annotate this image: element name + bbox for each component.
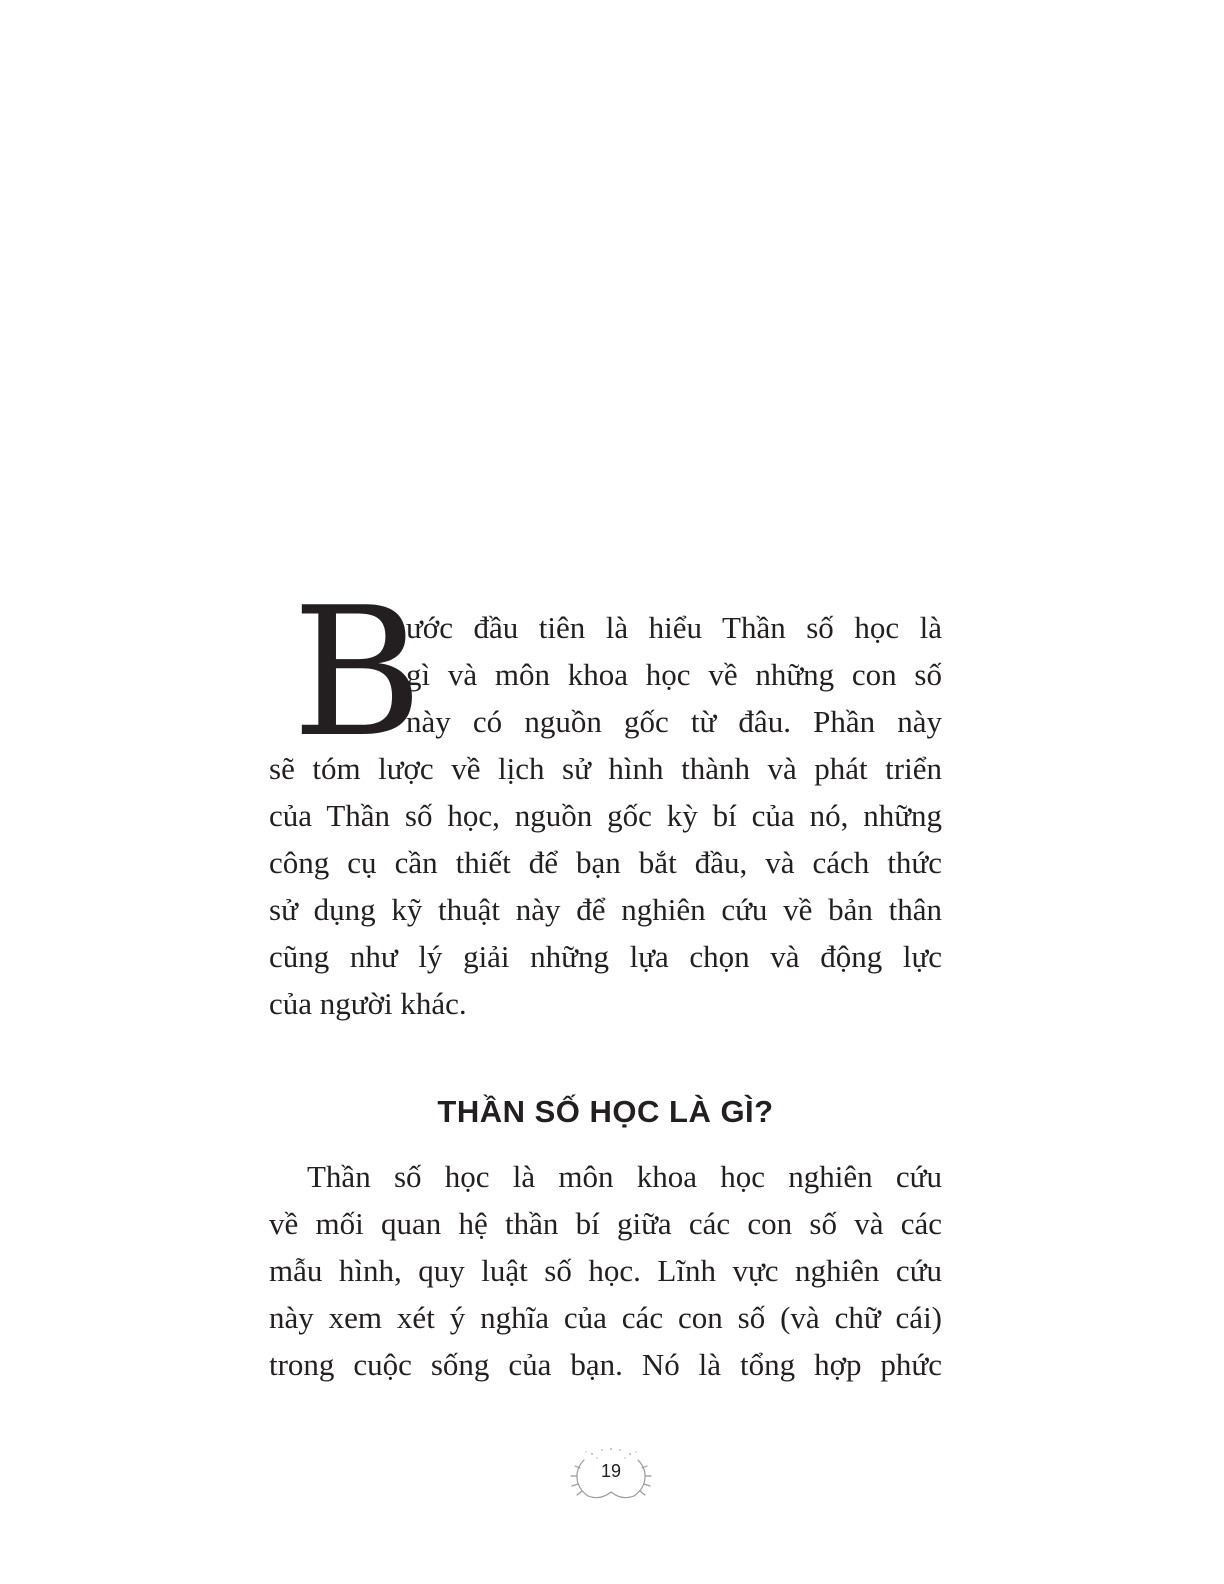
section-heading: THẦN SỐ HỌC LÀ GÌ? <box>437 1094 774 1129</box>
intro-line: gì và môn khoa học về những con số <box>406 657 942 692</box>
section-line: này xem xét ý nghĩa của các con số (và chữ cái) <box>269 1300 942 1335</box>
section-paragraph <box>269 1153 942 1388</box>
intro-paragraph <box>269 604 942 1027</box>
intro-line: sử dụng kỹ thuật này để nghiên cứu về bản thân <box>269 892 942 927</box>
section-line: Thần số học là môn khoa học nghiên cứu <box>307 1159 942 1194</box>
page-footer <box>562 1446 660 1504</box>
intro-line: này có nguồn gốc từ đâu. Phần này <box>406 704 942 739</box>
section-line: mẫu hình, quy luật số học. Lĩnh vực nghiên cứu <box>269 1253 942 1288</box>
intro-line: ước đầu tiên là hiểu Thần số học là <box>406 610 942 645</box>
drop-cap: B <box>292 569 423 776</box>
intro-line: của Thần số học, nguồn gốc kỳ bí của nó, những <box>269 798 942 833</box>
intro-line: sẽ tóm lược về lịch sử hình thành và phát triển <box>269 751 942 786</box>
page-number: 19 <box>600 1461 622 1481</box>
section-line: về mối quan hệ thần bí giữa các con số và các <box>269 1206 942 1241</box>
intro-line: công cụ cần thiết để bạn bắt đầu, và cách thức <box>269 845 942 880</box>
section-line: trong cuộc sống của bạn. Nó là tổng hợp phức <box>269 1347 942 1382</box>
intro-line: của người khác. <box>269 986 467 1021</box>
intro-line: cũng như lý giải những lựa chọn và động lực <box>269 939 942 974</box>
